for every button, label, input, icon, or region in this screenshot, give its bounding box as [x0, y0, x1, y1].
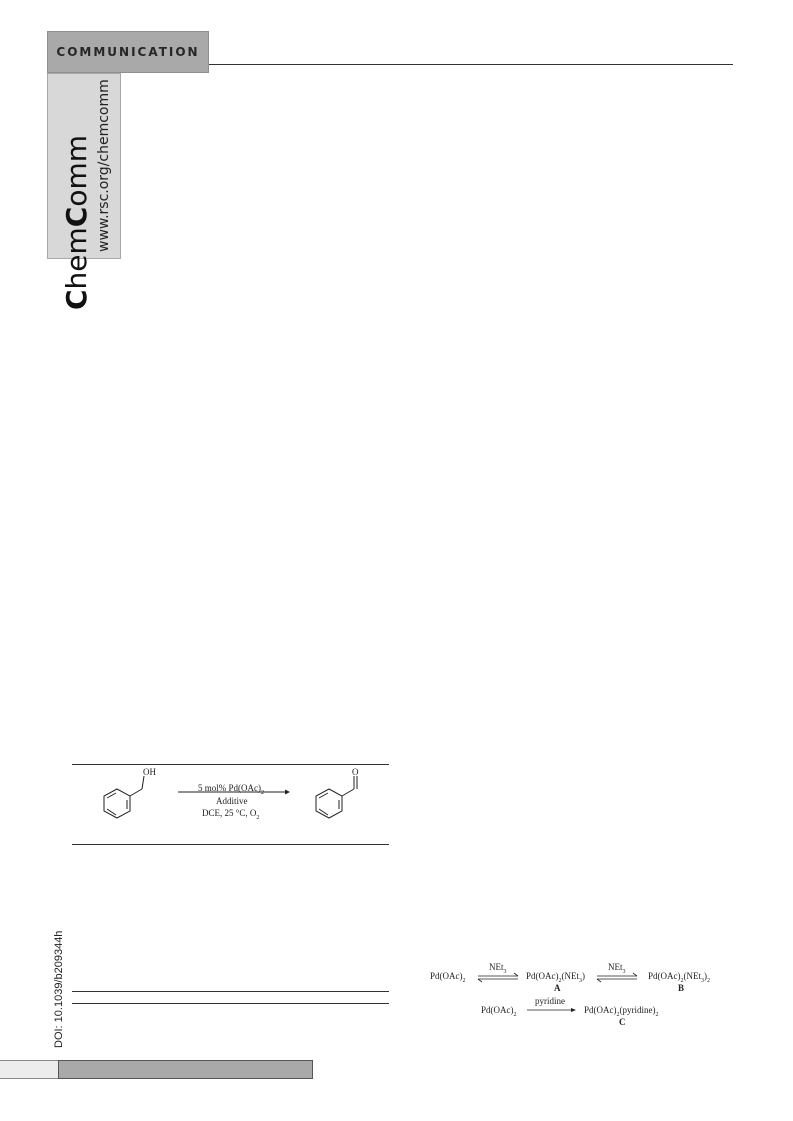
doi-label: DOI: 10.1039/b209344h: [53, 930, 65, 1048]
condition-additive: Additive: [216, 796, 248, 806]
reagent-net3-1: NEt$_3$: [489, 962, 507, 975]
footer-journal-bar: [58, 1060, 313, 1079]
pd-oac2-2: $Pd(OAc)_2$: [481, 1005, 517, 1018]
footer-page-cell: [0, 1060, 58, 1079]
benzyl-alcohol-structure: [104, 776, 144, 818]
substrate-oh-label: OH: [143, 767, 156, 777]
complex-c: $Pd(OAc)_2(pyridine)_2$: [584, 1005, 659, 1018]
scheme1-bottom-rule: [72, 844, 389, 845]
product-o-label: O: [352, 767, 359, 777]
label-a: A: [554, 983, 561, 993]
label-b: B: [678, 983, 685, 993]
reagent-net3-2: NEt$_3$: [608, 962, 626, 975]
reagent-pyridine: pyridine: [535, 996, 565, 1006]
condition-catalyst: 5 mol% $Pd(OAc)_2$: [198, 783, 264, 796]
journal-logo: [60, 134, 97, 310]
complex-b: $Pd(OAc)_2(NEt_3)_2$: [648, 971, 710, 984]
svg-text:ChemComm: ChemComm: [60, 134, 93, 310]
complex-a: $Pd(OAc)_2(NEt_3)$: [526, 971, 585, 984]
reaction-arrow-head: [285, 790, 290, 795]
condition-solvent: DCE, 25 °C, $O_2$: [202, 808, 260, 821]
journal-side-panel: [47, 73, 121, 310]
pd-oac2-1: $Pd(OAc)_2$: [430, 971, 466, 984]
table-header-rule: [72, 1003, 389, 1004]
label-c: C: [619, 1017, 626, 1027]
header-rule: [209, 64, 733, 65]
chemcomm-logo-text: [60, 134, 93, 310]
journal-url[interactable]: www.rsc.org/chemcomm: [96, 79, 112, 252]
section-tab: [47, 31, 209, 73]
table-top-rule: [72, 991, 389, 992]
section-label: COMMUNICATION: [56, 45, 200, 59]
benzaldehyde-structure: [316, 776, 357, 818]
